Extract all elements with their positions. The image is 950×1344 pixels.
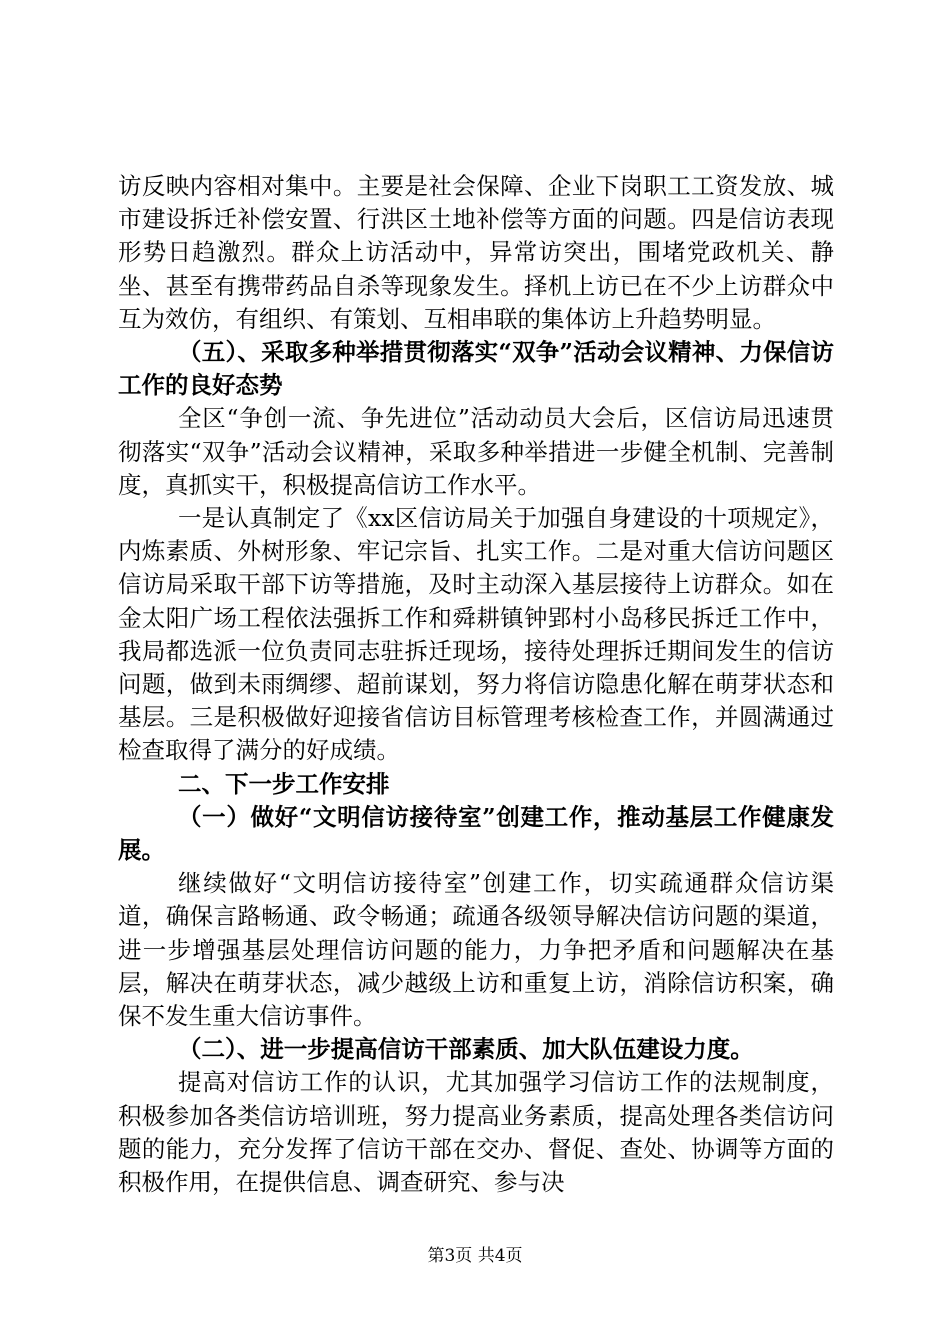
page-number-footer: 第3页 共4页 [427, 1246, 523, 1266]
paragraph-5: 提高对信访工作的认识，尤其加强学习信访工作的法规制度，积极参加各类信访培训班，努力提高业务素质，提高处理各类信访问题的能力，充分发挥了信访干部在交办、督促、查处、协调等方面的积极作用，在提供信息、调查研究、参与决 [118, 1068, 834, 1197]
section-heading-next-steps: 二、下一步工作安排 [178, 769, 390, 798]
paragraph-3: 一是认真制定了《xx区信访局关于加强自身建设的十项规定》，内炼素质、外树形象、牢记宗旨、扎实工作。二是对重大信访问题区信访局采取干部下访等措施，及时主动深入基层接待上访群众。如在金太阳广场工程依法强拆工作和舜耕镇钟郢村小岛移民拆迁工作中，我局都选派一位负责同志驻拆迁现场，接待处理拆迁期间发生的信访问题，做到未雨绸缪、超前谋划，努力将信访隐患化解在萌芽状态和基层。三是积极做好迎接省信访目标管理考核检查工作，并圆满通过检查取得了满分的好成绩。 [118, 504, 834, 765]
paragraph-1: 访反映内容相对集中。主要是社会保障、企业下岗职工工资发放、城市建设拆迁补偿安置、行洪区土地补偿等方面的问题。四是信访表现形势日趋激烈。群众上访活动中，异常访突出，围堵党政机关、静坐、甚至有携带药品自杀等现象发生。择机上访已在不少上访群众中互为效仿，有组织、有策划、互相串联的集体访上升趋势明显。 [118, 172, 834, 333]
section-heading-5: （五）、采取多种举措贯彻落实“双争”活动会议精神、力保信访工作的良好态势 [118, 338, 834, 400]
paragraph-2: 全区“争创一流、争先进位”活动动员大会后，区信访局迅速贯彻落实“双争”活动会议精神，采取多种举措进一步健全机制、完善制度，真抓实干，积极提高信访工作水平。 [118, 404, 834, 499]
paragraph-4: 继续做好“文明信访接待室”创建工作，切实疏通群众信访渠道，确保言路畅通、政令畅通；疏通各级领导解决信访问题的渠道，进一步增强基层处理信访问题的能力，力争把矛盾和问题解决在基层，解决在萌芽状态，减少越级上访和重复上访，消除信访积案，确保不发生重大信访事件。 [118, 869, 834, 1031]
document-body [118, 170, 834, 1199]
subsection-heading-1: （一）做好“文明信访接待室”创建工作，推动基层工作健康发展。 [118, 802, 834, 865]
subsection-heading-2: （二）、进一步提高信访干部素质、加大队伍建设力度。 [178, 1035, 754, 1064]
